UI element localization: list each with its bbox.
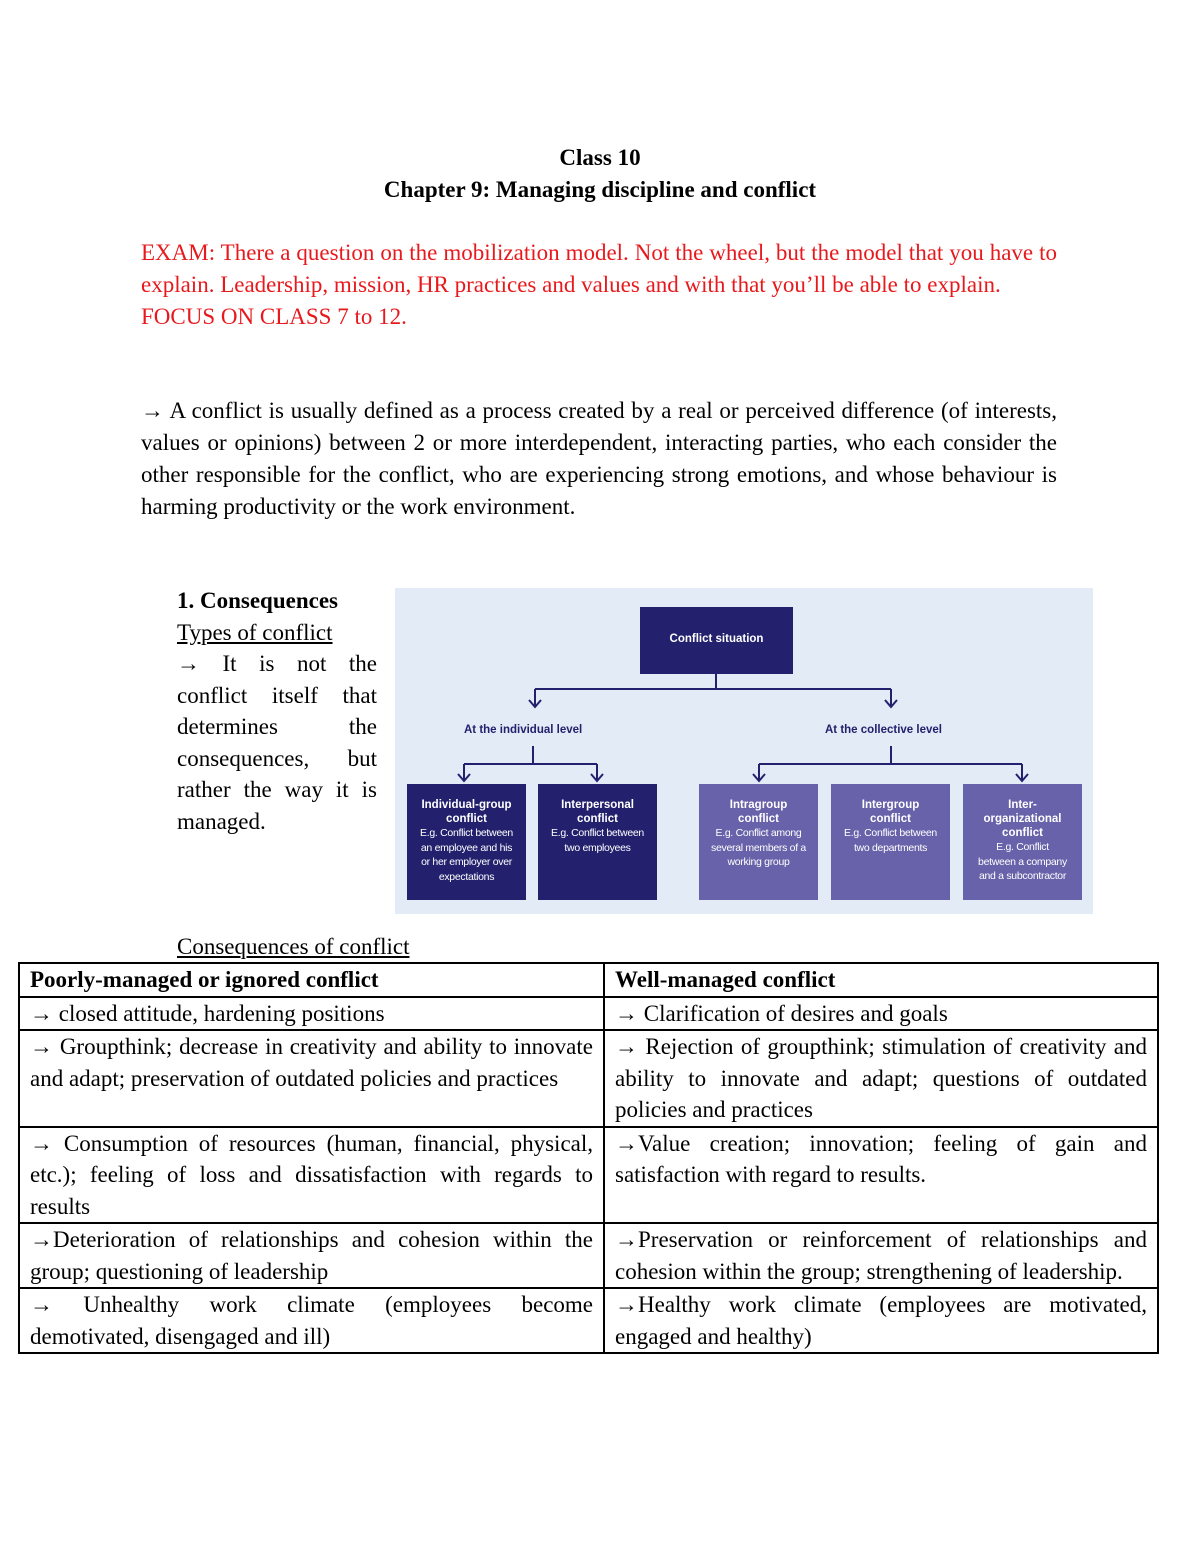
well-managed-cell: → Clarification of desires and goals	[604, 997, 1158, 1031]
section-heading: 1. Consequences	[177, 588, 339, 613]
well-managed-cell: →Value creation; innovation; feeling of gain and satisfaction with regard to results.	[604, 1127, 1158, 1224]
conflict-definition: → A conflict is usually defined as a process created by a real or perceived difference (of interests, values or opinions) between 2 or more interdependent, interacting parties, who each consider the other responsible for the conflict, who are experiencing strong emotions, and whose behaviour is harming productivity or the work environment.	[141, 398, 1057, 519]
type-desc: E.g. Conflict between two departments	[844, 827, 937, 854]
type-title: Intragroup conflict	[729, 799, 788, 825]
poorly-managed-cell: →Deterioration of relationships and cohesion within the group; questioning of leadership	[19, 1223, 604, 1288]
table-row	[19, 997, 1158, 1031]
type-title: Intergroup conflict	[861, 799, 920, 825]
table-header-row	[19, 963, 1158, 997]
well-managed-cell: →Preservation or reinforcement of relationships and cohesion within the group; strengthening of leadership.	[604, 1223, 1158, 1288]
individual-level-label: At the individual level	[464, 724, 583, 736]
type-box-intragroup	[699, 784, 818, 900]
poorly-managed-cell: → Unhealthy work climate (employees become demotivated, disengaged and ill)	[19, 1288, 604, 1353]
type-desc: E.g. Conflict among several members of a working group	[711, 827, 806, 868]
well-managed-cell: →Healthy work climate (employees are motivated, engaged and healthy)	[604, 1288, 1158, 1353]
collective-level-label: At the collective level	[825, 724, 942, 736]
type-desc: E.g. Conflict between a company and a subcontractor	[978, 841, 1067, 882]
well-managed-cell: → Rejection of groupthink; stimulation of creativity and ability to innovate and adapt; questions of outdated policies and practices	[604, 1030, 1158, 1127]
type-box-interpersonal	[538, 784, 657, 900]
table-row	[19, 1288, 1158, 1353]
table-row	[19, 1127, 1158, 1224]
section-consequences	[177, 585, 377, 837]
conflict-types-diagram	[395, 588, 1093, 914]
consequences-table-caption: Consequences of conflict	[177, 934, 410, 959]
consequences-table	[18, 962, 1159, 1354]
section-text: → It is not the conflict itself that determines the consequences, but rather the way it is managed.	[177, 651, 377, 834]
poorly-managed-cell: → Groupthink; decrease in creativity and ability to innovate and adapt; preservation of outdated policies and practices	[19, 1030, 604, 1127]
poorly-managed-cell: → Consumption of resources (human, financial, physical, etc.); feeling of loss and dissatisfaction with regards to results	[19, 1127, 604, 1224]
exam-note-text: EXAM: There a question on the mobilization model. Not the wheel, but the model that you have to explain. Leadership, mission, HR practices and values and with that you’ll be able to explain.	[141, 240, 1057, 297]
chapter-title: Chapter 9: Managing discipline and conflict	[383, 177, 817, 202]
type-title: Interpersonal conflict	[561, 799, 634, 825]
table-row	[19, 1223, 1158, 1288]
type-title: Inter-organizational conflict	[983, 799, 1062, 839]
exam-note	[141, 237, 1057, 333]
table-row	[19, 1030, 1158, 1127]
poorly-managed-cell: → closed attitude, hardening positions	[19, 997, 604, 1031]
header-poorly-managed: Poorly-managed or ignored conflict	[19, 963, 604, 997]
class-title: Class 10	[559, 145, 641, 170]
type-desc: E.g. Conflict between two employees	[551, 827, 644, 854]
exam-focus-text: FOCUS ON CLASS 7 to 12.	[141, 304, 407, 329]
header-well-managed: Well-managed conflict	[604, 963, 1158, 997]
type-box-intergroup	[831, 784, 950, 900]
root-conflict-situation: Conflict situation	[640, 607, 793, 674]
section-subheading: Types of conflict	[177, 619, 333, 645]
type-title: Individual-group conflict	[421, 799, 512, 825]
type-box-individual-group	[407, 784, 526, 900]
type-desc: E.g. Conflict between an employee and his or her employer over expectations	[420, 827, 513, 883]
type-box-inter-organizational	[963, 784, 1082, 900]
